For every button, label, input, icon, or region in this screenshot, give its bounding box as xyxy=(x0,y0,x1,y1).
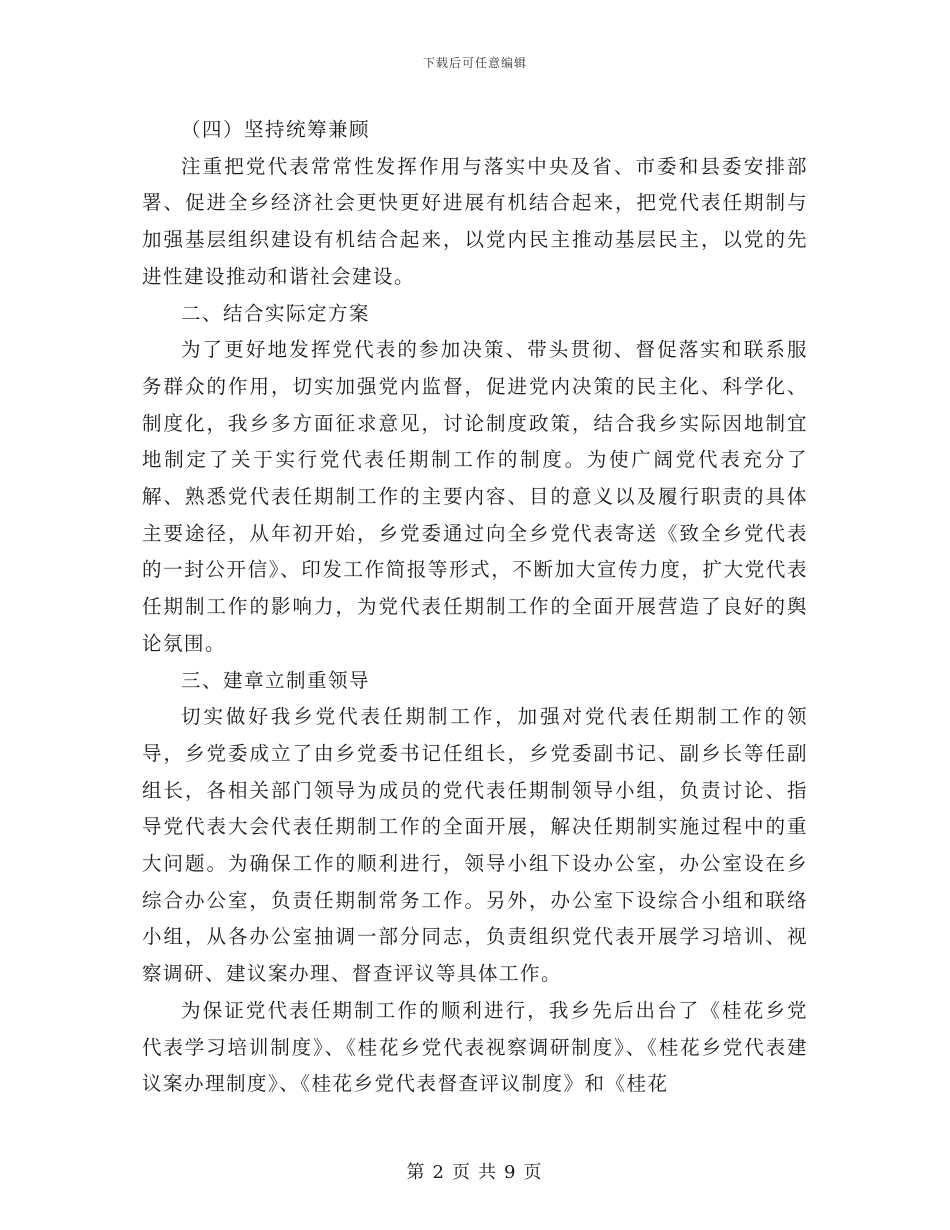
body-paragraph: 切实做好我乡党代表任期制工作，加强对党代表任期制工作的领导，乡党委成立了由乡党委书记任组长，乡党委副书记、副乡长等任副组长，各相关部门领导为成员的党代表任期制领导小组，负责讨论、指导党代表大会代表任期制工作的全面开展，解决任期制实施过程中的重大问题。为确保工作的顺利进行，领导小组下设办公室，办公室设在乡综合办公室，负责任期制常务工作。另外，办公室下设综合小组和联络小组，从各办公室抽调一部分同志，负责组织党代表开展学习培训、视察调研、建议案办理、督查评议等具体工作。 xyxy=(142,705,808,986)
section-heading: （四）坚持统筹兼顾 xyxy=(181,118,371,141)
current-page-number: 2 xyxy=(432,1162,446,1183)
footer-total-word: 共 xyxy=(478,1162,498,1183)
header-note: 下载后可任意编辑 xyxy=(422,56,527,70)
footer-page-word: 页 xyxy=(452,1162,472,1183)
section-heading: 二、结合实际定方案 xyxy=(181,301,371,325)
total-page-count: 9 xyxy=(504,1162,518,1183)
document-body xyxy=(142,112,808,1103)
body-paragraph: 注重把党代表常常性发挥作用与落实中央及省、市委和县委安排部署、促进全乡经济社会更快更好进展有机结合起来，把党代表任期制与加强基层组织建设有机结合起来，以党内民主推动基层民主，以党的先进性建设推动和谐社会建设。 xyxy=(142,154,808,288)
section-heading: 三、建章立制重领导 xyxy=(181,668,371,692)
footer-suffix: 页 xyxy=(523,1162,544,1183)
footer-prefix: 第 xyxy=(406,1162,427,1183)
body-paragraph: 为了更好地发挥党代表的参加决策、带头贯彻、督促落实和联系服务群众的作用，切实加强党内监督，促进党内决策的民主化、科学化、制度化，我乡多方面征求意见，讨论制度政策，结合我乡实际因地制宜地制定了关于实行党代表任期制工作的制度。为使广阔党代表充分了解、熟悉党代表任期制工作的主要内容、目的意义以及履行职责的具体主要途径，从年初开始，乡党委通过向全乡党代表寄送《致全乡党代表的一封公开信》、印发工作简报等形式，不断加大宣传力度，扩大党代表任期制工作的影响力，为党代表任期制工作的全面开展营造了良好的舆论氛围。 xyxy=(142,338,808,655)
page-footer xyxy=(0,1158,950,1184)
body-paragraph: 为保证党代表任期制工作的顺利进行，我乡先后出台了《桂花乡党代表学习培训制度》、《桂花乡党代表视察调研制度》、《桂花乡党代表建议案办理制度》、《桂花乡党代表督查评议制度》和《桂花 xyxy=(142,998,808,1096)
